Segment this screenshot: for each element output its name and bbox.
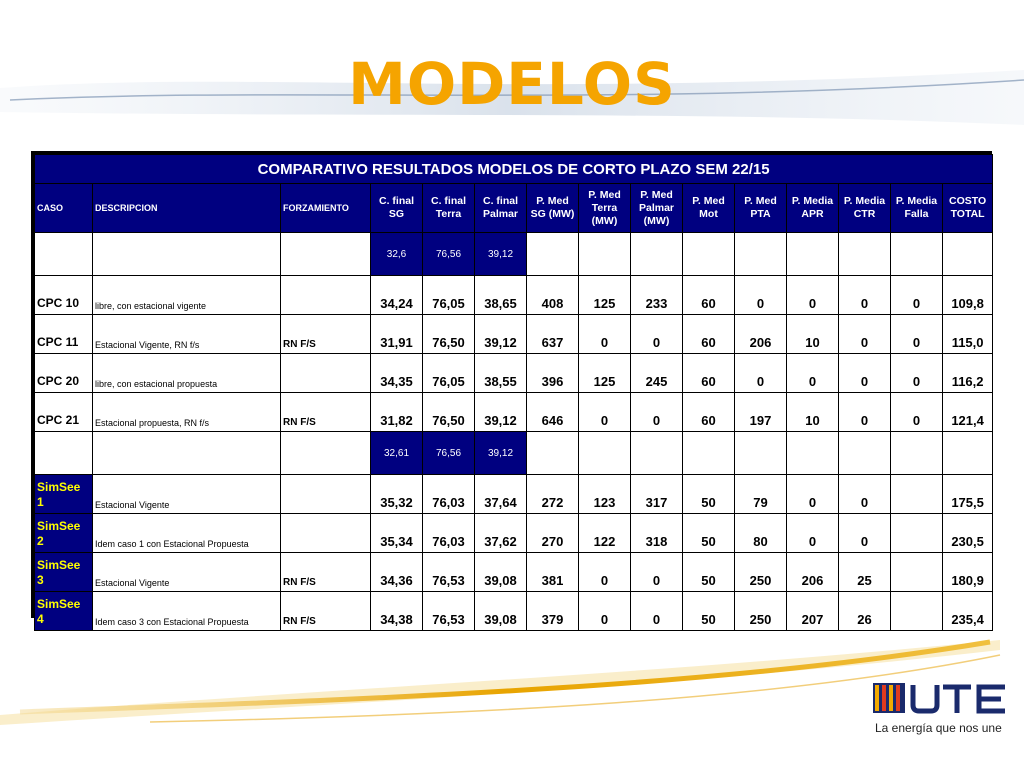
value-cell: 50 [683,592,735,631]
header-c-final-terra: C. final Terra [423,184,475,233]
value-cell: 76,05 [423,354,475,393]
value-cell: 115,0 [943,315,993,354]
value-cell: 0 [839,514,891,553]
value-cell: 0 [839,393,891,432]
value-cell: 79 [735,475,787,514]
results-table-frame [31,151,992,627]
value-cell: 39,08 [475,592,527,631]
value-cell: 125 [579,276,631,315]
ref-cpc-terra: 76,56 [423,233,475,276]
value-cell: 646 [527,393,579,432]
value-cell: 0 [891,276,943,315]
value-cell: 233 [631,276,683,315]
ref-simsee-palmar: 39,12 [475,432,527,475]
value-cell: 39,08 [475,553,527,592]
forzamiento-cell [281,475,371,514]
value-cell: 38,55 [475,354,527,393]
value-cell: 408 [527,276,579,315]
value-cell: 270 [527,514,579,553]
value-cell: 0 [579,315,631,354]
table-caption: COMPARATIVO RESULTADOS MODELOS DE CORTO PLAZO SEM 22/15 [35,155,993,184]
value-cell: 116,2 [943,354,993,393]
value-cell: 37,64 [475,475,527,514]
value-cell: 0 [735,276,787,315]
header-p-med-palmar: P. Med Palmar (MW) [631,184,683,233]
value-cell: 76,53 [423,553,475,592]
value-cell: 38,65 [475,276,527,315]
case-cell: CPC 11 [35,315,93,354]
description-cell: libre, con estacional propuesta [93,354,281,393]
value-cell: 379 [527,592,579,631]
value-cell: 0 [839,315,891,354]
header-p-med-mot: P. Med Mot [683,184,735,233]
header-c-final-palmar: C. final Palmar [475,184,527,233]
value-cell: 39,12 [475,393,527,432]
value-cell: 381 [527,553,579,592]
value-cell: 245 [631,354,683,393]
header-descripcion: DESCRIPCION [93,184,281,233]
value-cell: 0 [891,393,943,432]
value-cell: 197 [735,393,787,432]
value-cell: 35,32 [371,475,423,514]
value-cell: 31,82 [371,393,423,432]
value-cell: 76,03 [423,514,475,553]
simsee-rows [35,475,993,631]
value-cell: 50 [683,475,735,514]
case-cell: SimSee 3 [35,553,93,592]
table-header-row [35,184,993,233]
table-caption-row [35,155,993,184]
value-cell: 39,12 [475,315,527,354]
description-cell: Idem caso 3 con Estacional Propuesta [93,592,281,631]
case-cell: CPC 20 [35,354,93,393]
cpc-rows [35,276,993,432]
value-cell [891,553,943,592]
value-cell: 121,4 [943,393,993,432]
ref-cpc-palmar: 39,12 [475,233,527,276]
value-cell: 76,50 [423,393,475,432]
value-cell: 60 [683,354,735,393]
value-cell: 0 [579,393,631,432]
value-cell: 180,9 [943,553,993,592]
value-cell: 250 [735,592,787,631]
value-cell: 10 [787,393,839,432]
slide-title: MODELOS [348,50,676,118]
table-row [35,514,993,553]
forzamiento-cell [281,514,371,553]
value-cell: 0 [787,276,839,315]
logo-tagline: La energía que nos une [875,721,1002,735]
header-c-final-sg: C. final SG [371,184,423,233]
value-cell: 0 [787,514,839,553]
value-cell: 0 [631,393,683,432]
value-cell: 34,36 [371,553,423,592]
value-cell: 250 [735,553,787,592]
ref-simsee-terra: 76,56 [423,432,475,475]
table-row [35,393,993,432]
value-cell: 109,8 [943,276,993,315]
value-cell: 10 [787,315,839,354]
header-p-med-terra: P. Med Terra (MW) [579,184,631,233]
forzamiento-cell: RN F/S [281,315,371,354]
value-cell: 235,4 [943,592,993,631]
value-cell: 206 [787,553,839,592]
reference-row-cpc [35,233,993,276]
value-cell: 318 [631,514,683,553]
table-row [35,592,993,631]
value-cell: 60 [683,276,735,315]
value-cell: 76,05 [423,276,475,315]
value-cell: 34,38 [371,592,423,631]
header-p-media-apr: P. Media APR [787,184,839,233]
value-cell: 0 [891,354,943,393]
value-cell: 125 [579,354,631,393]
value-cell: 26 [839,592,891,631]
value-cell: 50 [683,514,735,553]
value-cell: 0 [787,354,839,393]
value-cell: 0 [631,592,683,631]
description-cell: Estacional Vigente [93,553,281,592]
value-cell: 0 [839,475,891,514]
forzamiento-cell [281,354,371,393]
value-cell: 317 [631,475,683,514]
table-row [35,354,993,393]
value-cell: 396 [527,354,579,393]
value-cell [891,514,943,553]
description-cell: Estacional Vigente [93,475,281,514]
value-cell: 0 [735,354,787,393]
header-costo-total: COSTO TOTAL [943,184,993,233]
value-cell: 0 [579,592,631,631]
description-cell: Estacional propuesta, RN f/s [93,393,281,432]
ref-simsee-sg: 32,61 [371,432,423,475]
value-cell: 230,5 [943,514,993,553]
value-cell: 206 [735,315,787,354]
value-cell [891,592,943,631]
case-cell: SimSee 1 [35,475,93,514]
value-cell: 207 [787,592,839,631]
value-cell: 175,5 [943,475,993,514]
forzamiento-cell: RN F/S [281,393,371,432]
ute-logo-mark [873,681,1009,715]
reference-row-simsee [35,432,993,475]
bottom-swoosh-glow [0,640,1000,725]
value-cell: 76,53 [423,592,475,631]
value-cell: 76,03 [423,475,475,514]
header-forzamiento: FORZAMIENTO [281,184,371,233]
ute-logo [873,681,1009,741]
case-cell: CPC 10 [35,276,93,315]
case-cell: CPC 21 [35,393,93,432]
value-cell: 80 [735,514,787,553]
header-p-med-sg: P. Med SG (MW) [527,184,579,233]
value-cell: 34,35 [371,354,423,393]
value-cell: 37,62 [475,514,527,553]
header-p-media-falla: P. Media Falla [891,184,943,233]
value-cell: 76,50 [423,315,475,354]
case-cell: SimSee 4 [35,592,93,631]
table-row [35,475,993,514]
value-cell: 31,91 [371,315,423,354]
description-cell: Estacional Vigente, RN f/s [93,315,281,354]
table-row [35,276,993,315]
value-cell: 0 [631,315,683,354]
value-cell: 60 [683,393,735,432]
value-cell: 35,34 [371,514,423,553]
case-cell: SimSee 2 [35,514,93,553]
bottom-swoosh [20,642,990,712]
logo-letters [913,685,1005,713]
value-cell: 0 [787,475,839,514]
value-cell: 0 [839,276,891,315]
value-cell [891,475,943,514]
description-cell: Idem caso 1 con Estacional Propuesta [93,514,281,553]
logo-stripes-icon [873,683,905,713]
value-cell: 272 [527,475,579,514]
value-cell: 60 [683,315,735,354]
value-cell: 0 [839,354,891,393]
forzamiento-cell: RN F/S [281,553,371,592]
table-row [35,553,993,592]
header-p-media-ctr: P. Media CTR [839,184,891,233]
value-cell: 25 [839,553,891,592]
header-caso: CASO [35,184,93,233]
forzamiento-cell [281,276,371,315]
results-table [34,154,993,631]
header-p-med-pta: P. Med PTA [735,184,787,233]
value-cell: 34,24 [371,276,423,315]
description-cell: libre, con estacional vigente [93,276,281,315]
ref-cpc-sg: 32,6 [371,233,423,276]
value-cell: 0 [579,553,631,592]
value-cell: 123 [579,475,631,514]
value-cell: 637 [527,315,579,354]
table-row [35,315,993,354]
value-cell: 122 [579,514,631,553]
value-cell: 50 [683,553,735,592]
value-cell: 0 [891,315,943,354]
forzamiento-cell: RN F/S [281,592,371,631]
value-cell: 0 [631,553,683,592]
